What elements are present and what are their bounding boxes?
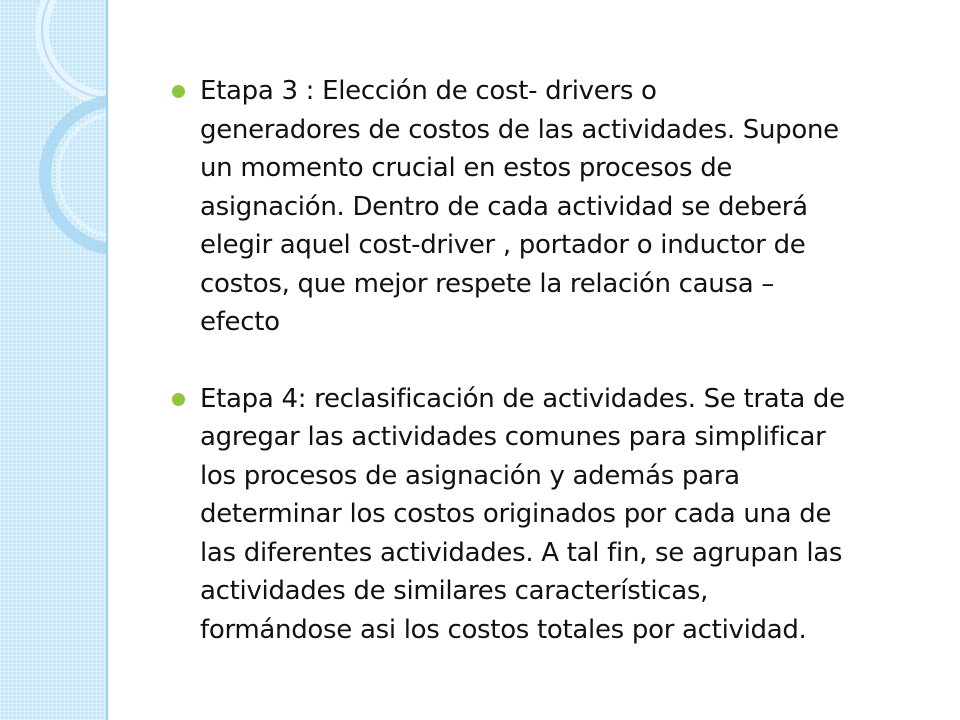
bullet-line: agregar las actividades comunes para simplificar bbox=[200, 422, 826, 452]
decorative-side-band bbox=[0, 0, 108, 720]
bullet-line: elegir aquel cost-driver , portador o inductor de bbox=[200, 230, 806, 260]
bullet-line: Etapa 3 : Elección de cost- drivers o bbox=[200, 76, 657, 106]
bullet-line: efecto bbox=[200, 307, 280, 337]
bullet-line: generadores de costos de las actividades. Supone bbox=[200, 114, 839, 145]
bullet-line: formándose asi los costos totales por actividad. bbox=[200, 614, 807, 645]
decorative-circles bbox=[0, 0, 106, 720]
bullet-line: costos, que mejor respete la relación causa – bbox=[200, 268, 775, 299]
bullet-line: actividades de similares características, bbox=[200, 576, 709, 606]
bullet-line: asignación. Dentro de cada actividad se deberá bbox=[200, 191, 808, 222]
bullet-dot-icon bbox=[172, 85, 185, 98]
bullet-line: un momento crucial en estos procesos de bbox=[200, 153, 733, 183]
slide-content bbox=[170, 72, 930, 649]
bullet-line: determinar los costos originados por cada una de bbox=[200, 499, 832, 529]
bullet-etapa-4 bbox=[170, 380, 930, 650]
bullet-etapa-3 bbox=[170, 72, 930, 342]
bullet-line: Etapa 4: reclasificación de actividades. Se trata de bbox=[200, 383, 845, 414]
bullet-line: los procesos de asignación y además para bbox=[200, 460, 740, 491]
bullet-dot-icon bbox=[172, 393, 185, 406]
bullet-line: las diferentes actividades. A tal fin, se agrupan las bbox=[200, 537, 843, 568]
